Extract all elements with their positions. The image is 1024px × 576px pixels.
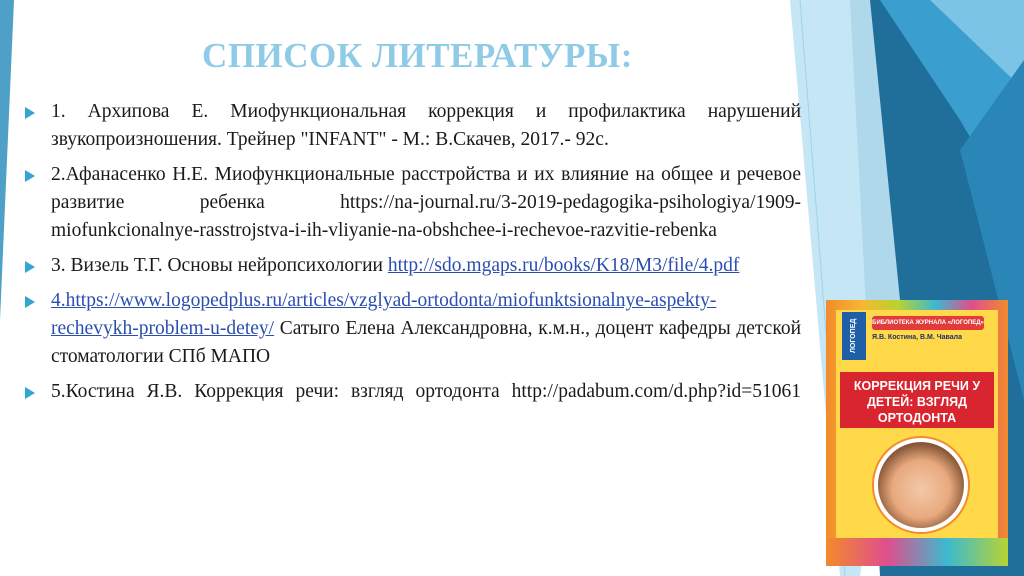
bullet-arrow-icon bbox=[25, 170, 35, 182]
reference-text: 1. Архипова Е. Миофункциональная коррекция и профилактика нарушений звукопроизношения. Трейнер "INFANT" - М.: В.Скачев, 2017.- 92с. bbox=[51, 101, 801, 150]
reference-link[interactable]: http://sdo.mgaps.ru/books/K18/M3/file/4.pdf bbox=[387, 255, 740, 276]
book-bottom-stripe bbox=[826, 538, 1008, 566]
reference-text: 2.Афанасенко Н.Е. Миофункциональные расстройства и их влияние на общее и речевое развитие ребенка https://na-journal.ru/3-2019-pedagogika-psihologiya/1909-miofunkcionalnye-rasstrojstva-i-ih-vliyanie-na-obshchee-i-rechevoe-razvitie-rebenka bbox=[51, 164, 801, 241]
book-logo: ЛОГОПЕД bbox=[842, 312, 866, 360]
reference-item-4 bbox=[25, 287, 801, 371]
reference-text: 5.Костина Я.В. Коррекция речи: взгляд ортодонта http://padabum.com/d.php?id=51061 bbox=[51, 381, 801, 402]
reference-link[interactable]: 4.https://www.logopedplus.ru/articles/vzglyad-ortodonta/miofunktsionalnye-aspekty-rechevykh-problem-u-detey/ bbox=[51, 290, 717, 339]
reference-item-5 bbox=[25, 378, 801, 406]
bullet-arrow-icon bbox=[25, 261, 35, 273]
reference-item-1 bbox=[25, 98, 801, 154]
bullet-arrow-icon bbox=[25, 296, 35, 308]
book-series: БИБЛИОТЕКА ЖУРНАЛА «ЛОГОПЕД» bbox=[872, 316, 984, 330]
reference-text: Сатыго Елена Александровна, к.м.н., доцент кафедры детской стоматологии СПб МАПО bbox=[51, 318, 801, 367]
reference-item-2 bbox=[25, 161, 801, 245]
reference-list bbox=[25, 98, 801, 413]
bullet-arrow-icon bbox=[25, 107, 35, 119]
reference-item-3 bbox=[25, 252, 801, 280]
book-cover-inner bbox=[836, 310, 998, 556]
child-photo bbox=[874, 438, 968, 532]
book-authors: Я.В. Костина, В.М. Чавала bbox=[872, 334, 962, 341]
bullet-arrow-icon bbox=[25, 387, 35, 399]
slide-title: СПИСОК ЛИТЕРАТУРЫ: bbox=[202, 36, 633, 75]
book-cover-image bbox=[826, 300, 1008, 566]
reference-text: 3. Визель Т.Г. Основы нейропсихологии bbox=[51, 255, 388, 276]
book-title: КОРРЕКЦИЯ РЕЧИ У ДЕТЕЙ: ВЗГЛЯД ОРТОДОНТА bbox=[840, 372, 994, 428]
